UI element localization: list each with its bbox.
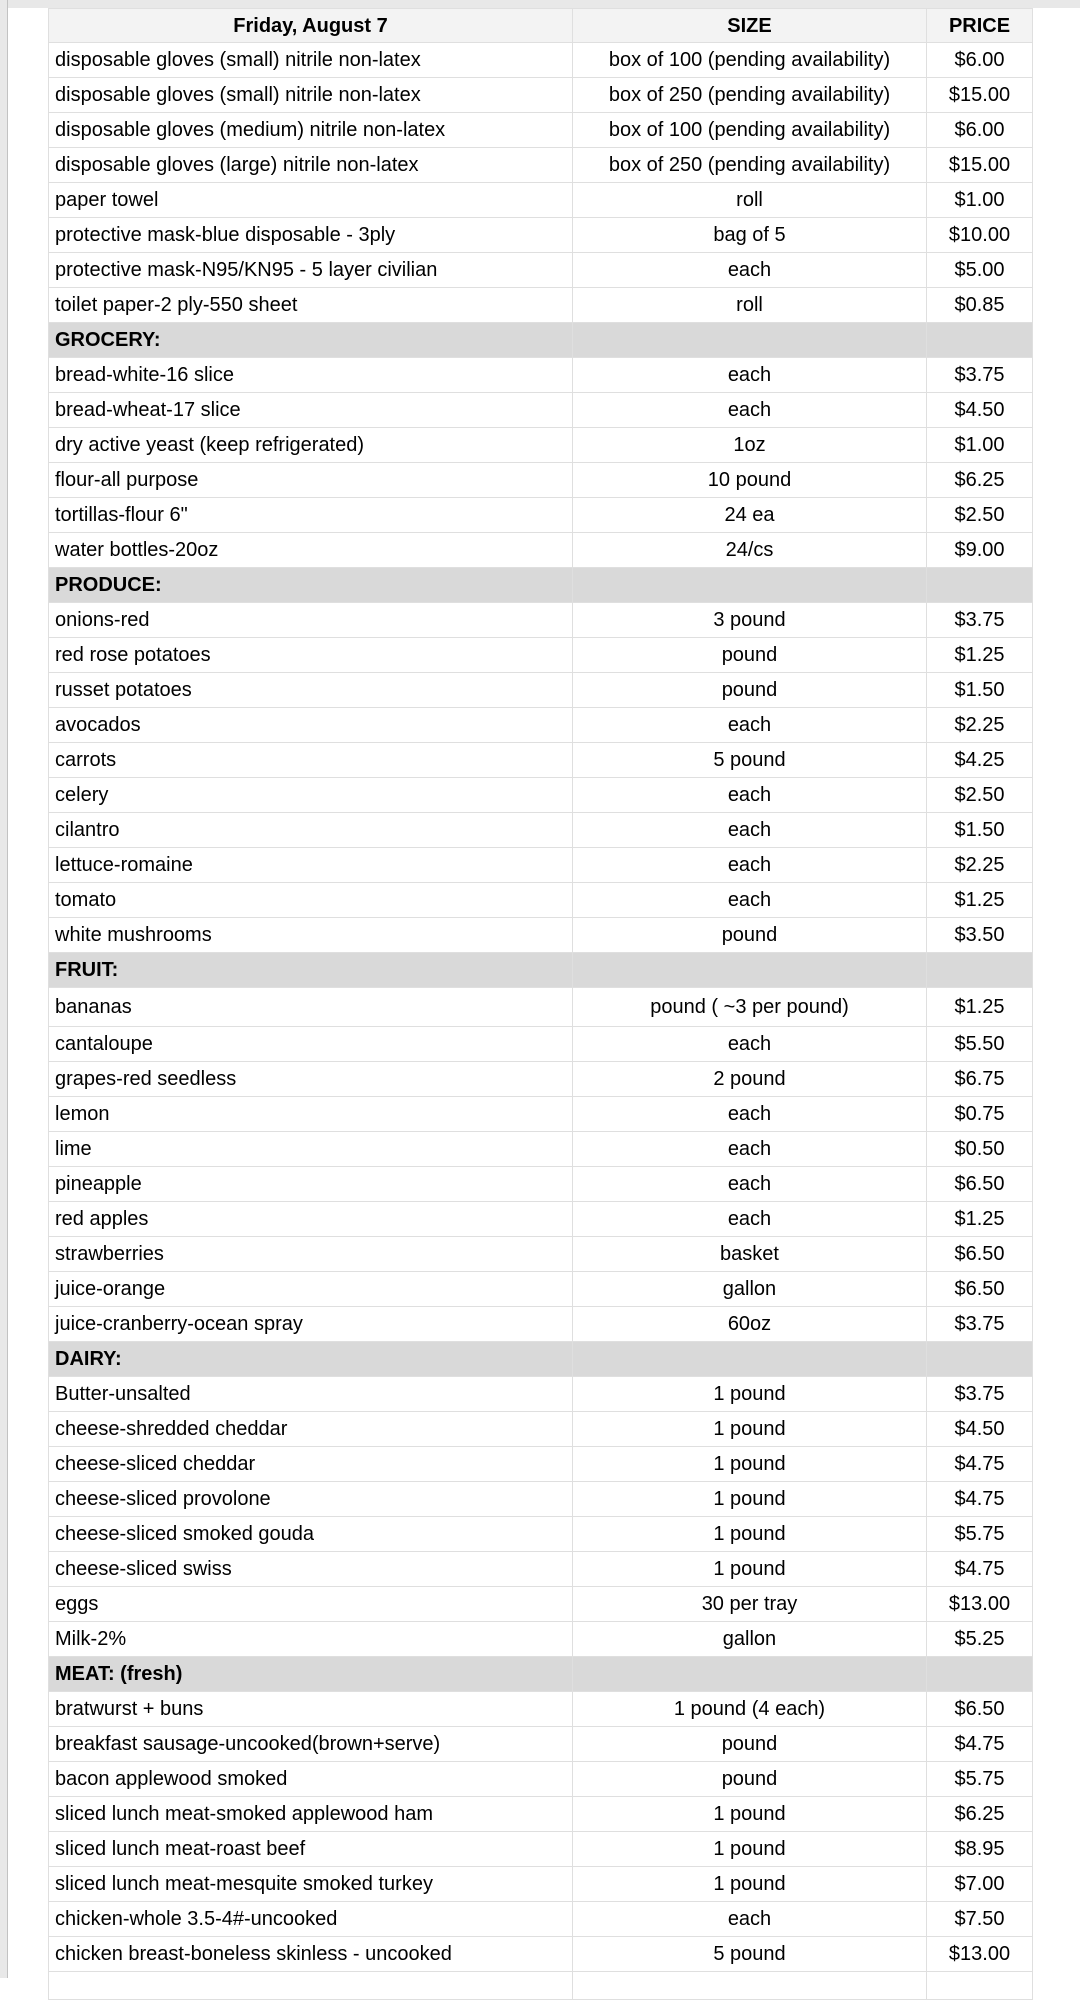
item-name-cell[interactable]: juice-orange	[49, 1272, 573, 1307]
item-name-cell[interactable]: eggs	[49, 1587, 573, 1622]
item-row	[49, 148, 1033, 183]
item-row	[49, 1482, 1033, 1517]
item-row	[49, 848, 1033, 883]
item-row	[49, 533, 1033, 568]
item-name-cell[interactable]: juice-cranberry-ocean spray	[49, 1307, 573, 1342]
size-cell[interactable]: each	[573, 708, 927, 743]
item-name-cell[interactable]: onions-red	[49, 603, 573, 638]
item-name-cell[interactable]: Butter-unsalted	[49, 1377, 573, 1412]
column-header-size[interactable]: SIZE	[573, 9, 927, 43]
item-row	[49, 1202, 1033, 1237]
item-row	[49, 1937, 1033, 1972]
section-label-cell[interactable]: DAIRY:	[49, 1342, 573, 1377]
price-cell[interactable]: $3.75	[927, 1377, 1033, 1412]
item-row	[49, 43, 1033, 78]
size-cell[interactable]: pound	[573, 1762, 927, 1797]
price-cell[interactable]: $0.85	[927, 288, 1033, 323]
item-name-cell[interactable]: water bottles-20oz	[49, 533, 573, 568]
size-cell[interactable]: box of 250 (pending availability)	[573, 148, 927, 183]
size-cell[interactable]: box of 100 (pending availability)	[573, 43, 927, 78]
section-empty-size-cell[interactable]	[573, 953, 927, 988]
item-name-cell[interactable]: protective mask-blue disposable - 3ply	[49, 218, 573, 253]
section-header-row	[49, 568, 1033, 603]
item-name-cell[interactable]: toilet paper-2 ply-550 sheet	[49, 288, 573, 323]
size-cell[interactable]: 1 pound (4 each)	[573, 1692, 927, 1727]
price-cell[interactable]: $3.75	[927, 603, 1033, 638]
item-row	[49, 673, 1033, 708]
item-name-cell[interactable]: carrots	[49, 743, 573, 778]
size-cell[interactable]: 24 ea	[573, 498, 927, 533]
item-row	[49, 1762, 1033, 1797]
item-row	[49, 358, 1033, 393]
item-row	[49, 1587, 1033, 1622]
size-cell[interactable]: pound	[573, 1727, 927, 1762]
item-row	[49, 1867, 1033, 1902]
section-empty-size-cell[interactable]	[573, 1342, 927, 1377]
section-label-cell[interactable]: MEAT: (fresh)	[49, 1657, 573, 1692]
item-row	[49, 463, 1033, 498]
item-row	[49, 1062, 1033, 1097]
price-cell[interactable]: $1.50	[927, 673, 1033, 708]
size-cell[interactable]: each	[573, 393, 927, 428]
price-cell[interactable]: $4.75	[927, 1552, 1033, 1587]
item-name-cell[interactable]	[49, 1972, 573, 2000]
price-cell[interactable]: $4.50	[927, 393, 1033, 428]
item-row	[49, 78, 1033, 113]
item-row	[49, 1167, 1033, 1202]
price-cell[interactable]: $6.50	[927, 1692, 1033, 1727]
item-row	[49, 1132, 1033, 1167]
size-cell[interactable]: 1 pound	[573, 1552, 927, 1587]
item-row	[49, 1552, 1033, 1587]
price-cell[interactable]: $2.25	[927, 848, 1033, 883]
section-label-cell[interactable]: GROCERY:	[49, 323, 573, 358]
price-cell[interactable]: $2.25	[927, 708, 1033, 743]
item-name-cell[interactable]: lemon	[49, 1097, 573, 1132]
price-cell[interactable]: $2.50	[927, 498, 1033, 533]
column-header-date[interactable]: Friday, August 7	[49, 9, 573, 43]
size-cell[interactable]: 1 pound	[573, 1832, 927, 1867]
item-row	[49, 918, 1033, 953]
size-cell[interactable]: 24/cs	[573, 533, 927, 568]
item-name-cell[interactable]: cheese-sliced swiss	[49, 1552, 573, 1587]
item-name-cell[interactable]: disposable gloves (medium) nitrile non-latex	[49, 113, 573, 148]
size-cell[interactable]: 1oz	[573, 428, 927, 463]
size-cell[interactable]: pound	[573, 918, 927, 953]
size-cell[interactable]: each	[573, 1167, 927, 1202]
size-cell[interactable]: basket	[573, 1237, 927, 1272]
price-cell[interactable]: $4.75	[927, 1482, 1033, 1517]
section-empty-price-cell[interactable]	[927, 953, 1033, 988]
item-name-cell[interactable]: red rose potatoes	[49, 638, 573, 673]
item-name-cell[interactable]: paper towel	[49, 183, 573, 218]
item-name-cell[interactable]: dry active yeast (keep refrigerated)	[49, 428, 573, 463]
size-cell[interactable]: each	[573, 1132, 927, 1167]
item-row	[49, 1727, 1033, 1762]
size-cell[interactable]: each	[573, 1902, 927, 1937]
item-row	[49, 1307, 1033, 1342]
item-name-cell[interactable]: bananas	[49, 988, 573, 1027]
price-cell[interactable]: $7.00	[927, 1867, 1033, 1902]
section-empty-price-cell[interactable]	[927, 568, 1033, 603]
section-header-row	[49, 1657, 1033, 1692]
item-row	[49, 183, 1033, 218]
price-cell[interactable]: $1.25	[927, 1202, 1033, 1237]
section-empty-price-cell[interactable]	[927, 1657, 1033, 1692]
price-list-table	[48, 8, 1033, 2000]
item-name-cell[interactable]: chicken-whole 3.5-4#-uncooked	[49, 1902, 573, 1937]
item-row	[49, 1027, 1033, 1062]
partial-cutoff-row	[49, 1972, 1033, 2000]
item-row	[49, 1412, 1033, 1447]
size-cell[interactable]: gallon	[573, 1622, 927, 1657]
size-cell[interactable]: each	[573, 813, 927, 848]
item-row	[49, 883, 1033, 918]
item-name-cell[interactable]: strawberries	[49, 1237, 573, 1272]
size-cell[interactable]: each	[573, 1027, 927, 1062]
price-cell[interactable]: $6.75	[927, 1062, 1033, 1097]
price-cell[interactable]: $4.75	[927, 1727, 1033, 1762]
item-row	[49, 218, 1033, 253]
item-row	[49, 813, 1033, 848]
size-cell[interactable]: 1 pound	[573, 1482, 927, 1517]
size-cell[interactable]: 1 pound	[573, 1797, 927, 1832]
price-cell[interactable]: $4.25	[927, 743, 1033, 778]
size-cell[interactable]: box of 100 (pending availability)	[573, 113, 927, 148]
section-empty-price-cell[interactable]	[927, 1342, 1033, 1377]
item-name-cell[interactable]: pineapple	[49, 1167, 573, 1202]
size-cell[interactable]: pound	[573, 673, 927, 708]
size-cell[interactable]	[573, 1972, 927, 2000]
size-cell[interactable]: each	[573, 778, 927, 813]
size-cell[interactable]: box of 250 (pending availability)	[573, 78, 927, 113]
section-header-row	[49, 323, 1033, 358]
section-empty-size-cell[interactable]	[573, 1657, 927, 1692]
price-cell[interactable]: $10.00	[927, 218, 1033, 253]
item-row	[49, 1832, 1033, 1867]
price-cell[interactable]: $1.50	[927, 813, 1033, 848]
item-row	[49, 253, 1033, 288]
item-name-cell[interactable]: lime	[49, 1132, 573, 1167]
item-name-cell[interactable]: red apples	[49, 1202, 573, 1237]
price-cell[interactable]: $5.50	[927, 1027, 1033, 1062]
price-cell[interactable]: $5.25	[927, 1622, 1033, 1657]
item-name-cell[interactable]: chicken breast-boneless skinless - uncooked	[49, 1937, 573, 1972]
price-cell[interactable]: $1.25	[927, 988, 1033, 1027]
size-cell[interactable]: gallon	[573, 1272, 927, 1307]
size-cell[interactable]: each	[573, 848, 927, 883]
section-empty-size-cell[interactable]	[573, 568, 927, 603]
price-cell[interactable]: $15.00	[927, 78, 1033, 113]
price-cell[interactable]: $9.00	[927, 533, 1033, 568]
item-name-cell[interactable]: disposable gloves (large) nitrile non-latex	[49, 148, 573, 183]
section-header-row	[49, 953, 1033, 988]
size-cell[interactable]: each	[573, 1097, 927, 1132]
price-cell[interactable]: $3.75	[927, 1307, 1033, 1342]
item-row	[49, 1797, 1033, 1832]
item-name-cell[interactable]: cantaloupe	[49, 1027, 573, 1062]
item-name-cell[interactable]: cheese-sliced provolone	[49, 1482, 573, 1517]
size-cell[interactable]: 1 pound	[573, 1867, 927, 1902]
price-cell[interactable]: $15.00	[927, 148, 1033, 183]
item-name-cell[interactable]: disposable gloves (small) nitrile non-latex	[49, 78, 573, 113]
price-cell[interactable]: $5.75	[927, 1517, 1033, 1552]
size-cell[interactable]: roll	[573, 183, 927, 218]
size-cell[interactable]: 1 pound	[573, 1412, 927, 1447]
size-cell[interactable]: each	[573, 883, 927, 918]
price-cell[interactable]: $6.50	[927, 1272, 1033, 1307]
item-name-cell[interactable]: sliced lunch meat-mesquite smoked turkey	[49, 1867, 573, 1902]
price-cell[interactable]: $2.50	[927, 778, 1033, 813]
table-body	[49, 43, 1033, 2000]
size-cell[interactable]: pound	[573, 638, 927, 673]
size-cell[interactable]: 60oz	[573, 1307, 927, 1342]
price-cell[interactable]: $6.50	[927, 1167, 1033, 1202]
price-cell[interactable]: $1.00	[927, 183, 1033, 218]
price-cell[interactable]: $6.25	[927, 463, 1033, 498]
size-cell[interactable]: roll	[573, 288, 927, 323]
size-cell[interactable]: each	[573, 358, 927, 393]
left-edge-strip	[0, 0, 8, 1978]
item-name-cell[interactable]: cilantro	[49, 813, 573, 848]
item-row	[49, 1237, 1033, 1272]
price-cell[interactable]: $1.25	[927, 883, 1033, 918]
column-header-price[interactable]: PRICE	[927, 9, 1033, 43]
size-cell[interactable]: 1 pound	[573, 1447, 927, 1482]
price-cell[interactable]: $6.00	[927, 113, 1033, 148]
item-name-cell[interactable]: tortillas-flour 6"	[49, 498, 573, 533]
price-cell[interactable]: $13.00	[927, 1587, 1033, 1622]
price-cell[interactable]: $6.00	[927, 43, 1033, 78]
price-cell[interactable]: $5.75	[927, 1762, 1033, 1797]
price-cell[interactable]: $6.50	[927, 1237, 1033, 1272]
price-cell[interactable]: $0.75	[927, 1097, 1033, 1132]
item-name-cell[interactable]: Milk-2%	[49, 1622, 573, 1657]
size-cell[interactable]: 1 pound	[573, 1517, 927, 1552]
item-name-cell[interactable]: cheese-sliced smoked gouda	[49, 1517, 573, 1552]
section-label-cell[interactable]: FRUIT:	[49, 953, 573, 988]
item-row	[49, 603, 1033, 638]
item-name-cell[interactable]: lettuce-romaine	[49, 848, 573, 883]
section-header-row	[49, 1342, 1033, 1377]
price-cell[interactable]: $4.75	[927, 1447, 1033, 1482]
price-cell[interactable]	[927, 1972, 1033, 2000]
price-cell[interactable]: $8.95	[927, 1832, 1033, 1867]
item-row	[49, 1377, 1033, 1412]
item-name-cell[interactable]: protective mask-N95/KN95 - 5 layer civilian	[49, 253, 573, 288]
size-cell[interactable]: 30 per tray	[573, 1587, 927, 1622]
item-name-cell[interactable]: bread-white-16 slice	[49, 358, 573, 393]
item-name-cell[interactable]: bread-wheat-17 slice	[49, 393, 573, 428]
price-cell[interactable]: $13.00	[927, 1937, 1033, 1972]
size-cell[interactable]: 3 pound	[573, 603, 927, 638]
item-name-cell[interactable]: avocados	[49, 708, 573, 743]
item-name-cell[interactable]: flour-all purpose	[49, 463, 573, 498]
item-row	[49, 708, 1033, 743]
item-name-cell[interactable]: grapes-red seedless	[49, 1062, 573, 1097]
item-name-cell[interactable]: cheese-shredded cheddar	[49, 1412, 573, 1447]
item-name-cell[interactable]: celery	[49, 778, 573, 813]
item-row	[49, 1447, 1033, 1482]
item-name-cell[interactable]: tomato	[49, 883, 573, 918]
item-name-cell[interactable]: cheese-sliced cheddar	[49, 1447, 573, 1482]
size-cell[interactable]: 1 pound	[573, 1377, 927, 1412]
section-empty-size-cell[interactable]	[573, 323, 927, 358]
item-row	[49, 113, 1033, 148]
item-name-cell[interactable]: russet potatoes	[49, 673, 573, 708]
item-row	[49, 743, 1033, 778]
price-cell[interactable]: $1.25	[927, 638, 1033, 673]
price-cell[interactable]: $6.25	[927, 1797, 1033, 1832]
price-cell[interactable]: $4.50	[927, 1412, 1033, 1447]
size-cell[interactable]: 10 pound	[573, 463, 927, 498]
item-row	[49, 1097, 1033, 1132]
item-row	[49, 428, 1033, 463]
table-header-row	[49, 9, 1033, 43]
size-cell[interactable]: 5 pound	[573, 743, 927, 778]
item-row	[49, 288, 1033, 323]
top-edge-strip	[0, 0, 1080, 8]
price-cell[interactable]: $1.00	[927, 428, 1033, 463]
price-cell[interactable]: $3.50	[927, 918, 1033, 953]
item-name-cell[interactable]: breakfast sausage-uncooked(brown+serve)	[49, 1727, 573, 1762]
size-cell[interactable]: 5 pound	[573, 1937, 927, 1972]
item-row	[49, 638, 1033, 673]
item-row	[49, 778, 1033, 813]
size-cell[interactable]: pound ( ~3 per pound)	[573, 988, 927, 1027]
size-cell[interactable]: each	[573, 253, 927, 288]
item-row	[49, 498, 1033, 533]
item-row	[49, 988, 1033, 1027]
size-cell[interactable]: 2 pound	[573, 1062, 927, 1097]
item-row	[49, 393, 1033, 428]
section-empty-price-cell[interactable]	[927, 323, 1033, 358]
price-cell[interactable]: $7.50	[927, 1902, 1033, 1937]
size-cell[interactable]: bag of 5	[573, 218, 927, 253]
item-name-cell[interactable]: bacon applewood smoked	[49, 1762, 573, 1797]
item-row	[49, 1272, 1033, 1307]
price-cell[interactable]: $0.50	[927, 1132, 1033, 1167]
size-cell[interactable]: each	[573, 1202, 927, 1237]
item-row	[49, 1517, 1033, 1552]
price-cell[interactable]: $3.75	[927, 358, 1033, 393]
item-row	[49, 1692, 1033, 1727]
item-row	[49, 1622, 1033, 1657]
item-row	[49, 1902, 1033, 1937]
item-name-cell[interactable]: sliced lunch meat-smoked applewood ham	[49, 1797, 573, 1832]
item-name-cell[interactable]: bratwurst + buns	[49, 1692, 573, 1727]
price-cell[interactable]: $5.00	[927, 253, 1033, 288]
item-name-cell[interactable]: white mushrooms	[49, 918, 573, 953]
section-label-cell[interactable]: PRODUCE:	[49, 568, 573, 603]
item-name-cell[interactable]: sliced lunch meat-roast beef	[49, 1832, 573, 1867]
item-name-cell[interactable]: disposable gloves (small) nitrile non-latex	[49, 43, 573, 78]
